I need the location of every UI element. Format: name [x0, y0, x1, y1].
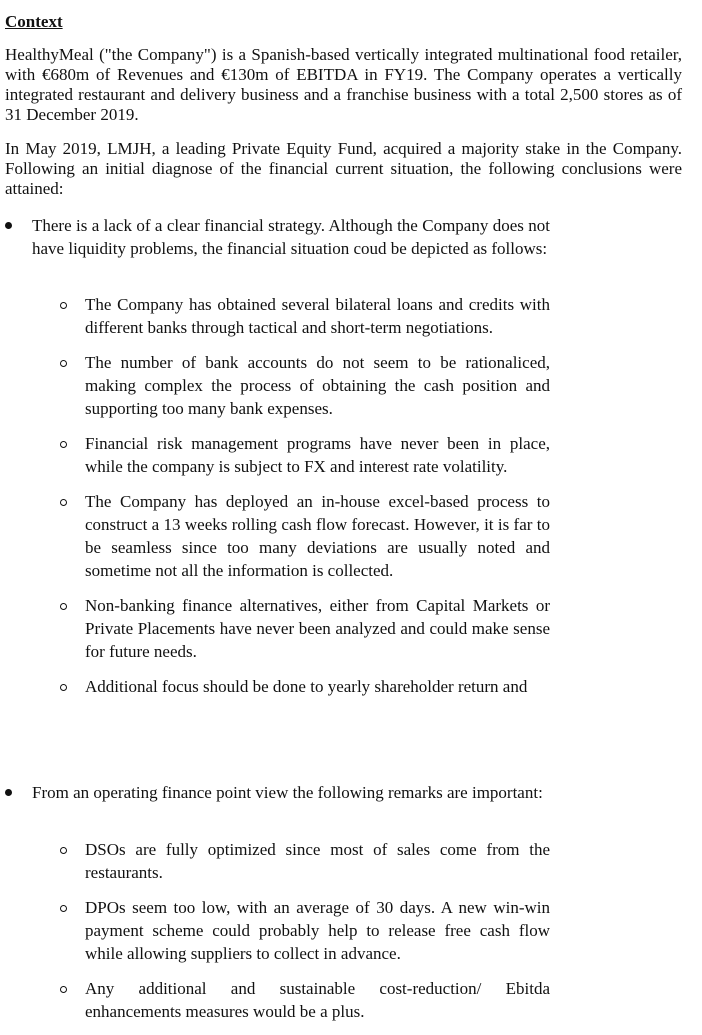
sub-item-text: Financial risk management programs have never been in place, while the company is subject to FX and interest rate volatility.: [85, 434, 550, 476]
sub-item-text: The Company has obtained several bilateral loans and credits with different banks through tactical and short-term negotiations.: [85, 295, 550, 337]
sub-item-text: DPOs seem too low, with an average of 30 days. A new win-win payment scheme could probably help to release free cash flow while allowing suppliers to collect in advance.: [85, 898, 550, 963]
sub-list-item: [58, 490, 550, 582]
bullet-icon: [5, 789, 12, 796]
hollow-bullet-icon: [60, 905, 67, 912]
sub-list-item: [58, 293, 550, 339]
sub-item-text: The Company has deployed an in-house excel-based process to construct a 13 weeks rolling cash flow forecast. However, it is far to be seamless since too many deviations are usually noted and sometime not all the information is collected.: [85, 492, 550, 580]
sub-item-text: Non-banking finance alternatives, either from Capital Markets or Private Placements have never been analyzed and could make sense for future needs.: [85, 596, 550, 661]
bullet-icon: [5, 222, 12, 229]
sub-list: [58, 293, 550, 710]
sub-list-item: [58, 977, 550, 1023]
section-heading: Context: [5, 12, 63, 31]
bullet-text: There is a lack of a clear financial strategy. Although the Company does not have liquidity problems, the financial situation coud be depicted as follows:: [32, 216, 550, 258]
bullet-text: From an operating finance point view the following remarks are important:: [32, 783, 543, 802]
sub-list-item: [58, 896, 550, 965]
hollow-bullet-icon: [60, 360, 67, 367]
sub-item-text: The number of bank accounts do not seem to be rationaliced, making complex the process of obtaining the cash position and supporting too many bank expenses.: [85, 353, 550, 418]
sub-item-text: DSOs are fully optimized since most of sales come from the restaurants.: [85, 840, 550, 882]
sub-item-text: Any additional and sustainable cost-reduction/ Ebitda enhancements measures would be a plus.: [85, 979, 550, 1021]
hollow-bullet-icon: [60, 986, 67, 993]
sub-list-item: [58, 594, 550, 663]
hollow-bullet-icon: [60, 302, 67, 309]
bullet-item: [5, 781, 550, 804]
sub-list-item: [58, 432, 550, 478]
sub-list-item: [58, 351, 550, 420]
bullet-item: [5, 214, 550, 260]
sub-list: [58, 838, 550, 1035]
sub-list-item: [58, 838, 550, 884]
hollow-bullet-icon: [60, 847, 67, 854]
sub-item-text: Additional focus should be done to yearly shareholder return and: [85, 677, 528, 696]
intro-paragraph: HealthyMeal ("the Company") is a Spanish-based vertically integrated multinational food retailer, with €680m of Revenues and €130m of EBITDA in FY19. The Company operates a vertically integrated restaurant and delivery business and a franchise business with a total 2,500 stores as of 31 December 2019.: [5, 45, 682, 124]
sub-list-item: [58, 675, 550, 698]
hollow-bullet-icon: [60, 684, 67, 691]
hollow-bullet-icon: [60, 603, 67, 610]
hollow-bullet-icon: [60, 441, 67, 448]
hollow-bullet-icon: [60, 499, 67, 506]
acquisition-paragraph: In May 2019, LMJH, a leading Private Equity Fund, acquired a majority stake in the Company. Following an initial diagnose of the financial current situation, the following conclusions were attained:: [5, 139, 682, 198]
